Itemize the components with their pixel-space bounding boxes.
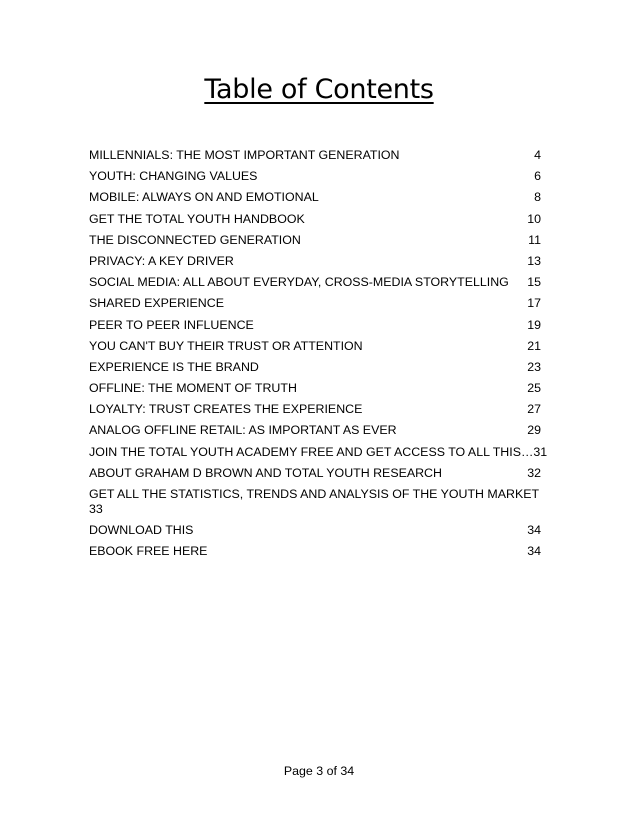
toc-entry[interactable] [89,360,541,375]
toc-entry-page: 4 [534,148,541,162]
toc-entry-page: 6 [534,169,541,184]
toc-entry[interactable] [89,233,541,248]
toc-entry-page: 15 [527,275,541,290]
page-footer: Page 3 of 34 [283,764,355,778]
toc-entry-page: 34 [527,523,541,538]
toc-entry-title: OFFLINE: THE MOMENT OF TRUTH [89,381,297,396]
toc-entry[interactable] [89,254,541,269]
toc-entry-page: 11 [528,232,541,247]
toc-entry-title: MILLENNIALS: THE MOST IMPORTANT GENERATION [89,148,400,162]
toc-entry-title: ABOUT GRAHAM D BROWN AND TOTAL YOUTH RESEARCH [89,465,442,480]
toc-entry[interactable] [89,148,541,163]
table-of-contents [89,148,548,566]
toc-entry[interactable] [89,169,541,184]
toc-entry-title: DOWNLOAD THIS [89,523,194,538]
toc-entry-title: GET ALL THE STATISTICS, TRENDS AND ANALYSIS OF THE YOUTH MARKET [89,487,540,501]
toc-entry-page: 27 [527,402,541,417]
toc-entry-page: 19 [527,317,541,332]
toc-entry-title: THE DISCONNECTED GENERATION [89,232,301,247]
toc-entry-page: 33 [89,502,103,516]
toc-entry[interactable] [89,402,541,417]
toc-entry-title: YOUTH: CHANGING VALUES [89,169,258,184]
toc-entry-title: PRIVACY: A KEY DRIVER [89,253,234,268]
toc-entry-page: 10 [527,211,541,226]
toc-entry[interactable] [89,275,541,290]
toc-entry-page: 23 [527,359,541,374]
toc-entry-page: 25 [527,381,541,396]
toc-entry-page: 8 [534,190,541,205]
toc-entry[interactable] [89,381,541,396]
toc-entry[interactable] [89,190,541,205]
toc-entry-title: MOBILE: ALWAYS ON AND EMOTIONAL [89,190,319,205]
page-title: Table of Contents [204,74,434,105]
toc-entry[interactable] [89,212,541,227]
toc-entry-page: 32 [527,465,541,480]
toc-entry-page: 13 [527,253,541,268]
toc-entry-title: PEER TO PEER INFLUENCE [89,317,254,332]
toc-entry-title: ANALOG OFFLINE RETAIL: AS IMPORTANT AS EVER [89,423,397,438]
toc-entry-page: 34 [527,544,541,559]
toc-entry-title: YOU CAN'T BUY THEIR TRUST OR ATTENTION [89,338,363,353]
toc-entry[interactable] [89,544,541,559]
toc-entry[interactable] [89,487,541,517]
toc-entry[interactable] [89,523,541,538]
toc-entry[interactable] [89,466,541,481]
toc-entry-title: SHARED EXPERIENCE [89,296,224,311]
toc-entry-title: JOIN THE TOTAL YOUTH ACADEMY FREE AND GET ACCESS TO ALL THIS… [89,444,534,459]
toc-entry-title: LOYALTY: TRUST CREATES THE EXPERIENCE [89,402,363,417]
toc-entry[interactable] [89,339,541,354]
toc-entry[interactable] [89,296,541,311]
toc-entry-page: 17 [527,296,541,311]
toc-entry[interactable] [89,423,541,438]
toc-entry-title: GET THE TOTAL YOUTH HANDBOOK [89,211,305,226]
toc-entry-page: 21 [527,338,541,353]
toc-entry[interactable] [89,444,548,460]
toc-entry-title: SOCIAL MEDIA: ALL ABOUT EVERYDAY, CROSS-MEDIA STORYTELLING [89,275,509,290]
toc-entry-page: 31 [533,444,548,459]
toc-entry[interactable] [89,318,541,333]
toc-entry-title: EBOOK FREE HERE [89,544,208,559]
toc-entry-title: EXPERIENCE IS THE BRAND [89,359,259,374]
toc-entry-page: 29 [527,423,541,438]
